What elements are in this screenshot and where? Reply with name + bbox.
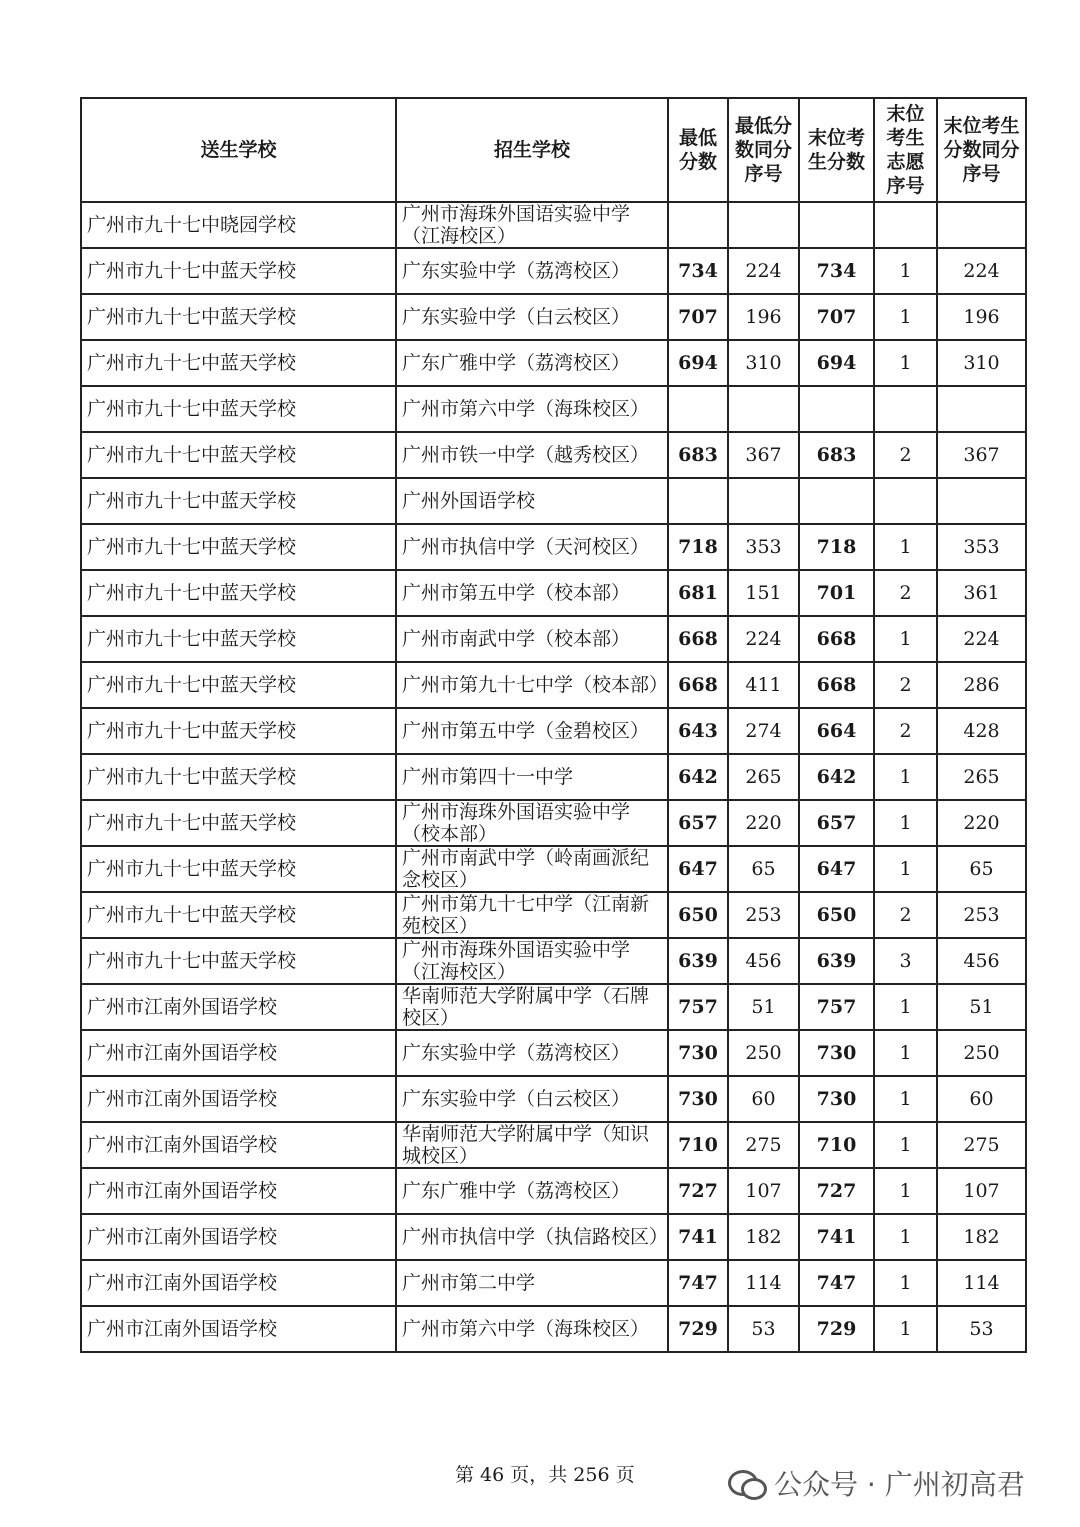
cell-min-score: 639 xyxy=(668,938,728,984)
cell-sending-school: 广州市九十七中蓝天学校 xyxy=(81,432,396,478)
table-row xyxy=(81,892,1026,938)
cell-min-score: 668 xyxy=(668,616,728,662)
cell-min-score: 650 xyxy=(668,892,728,938)
cell-min-score: 734 xyxy=(668,248,728,294)
cell-last-score: 734 xyxy=(799,248,874,294)
cell-sending-school: 广州市九十七中蓝天学校 xyxy=(81,846,396,892)
cell-last-score: 657 xyxy=(799,800,874,846)
table-row xyxy=(81,754,1026,800)
cell-sending-school: 广州市九十七中蓝天学校 xyxy=(81,478,396,524)
cell-admitting-school: 广州市第二中学 xyxy=(396,1260,668,1306)
cell-last-score-rank: 107 xyxy=(937,1168,1026,1214)
cell-min-score-rank: 151 xyxy=(728,570,799,616)
cell-admitting-school: 广东实验中学（白云校区） xyxy=(396,1076,668,1122)
cell-last-score: 707 xyxy=(799,294,874,340)
cell-last-score: 639 xyxy=(799,938,874,984)
cell-min-score-rank: 220 xyxy=(728,800,799,846)
cell-sending-school: 广州市九十七中蓝天学校 xyxy=(81,616,396,662)
table-row xyxy=(81,570,1026,616)
table-row xyxy=(81,432,1026,478)
cell-admitting-school: 广州市南武中学（校本部） xyxy=(396,616,668,662)
cell-last-score-rank: 60 xyxy=(937,1076,1026,1122)
cell-last-choice-no: 1 xyxy=(874,616,937,662)
cell-sending-school: 广州市江南外国语学校 xyxy=(81,984,396,1030)
cell-last-choice-no xyxy=(874,386,937,432)
cell-last-choice-no: 1 xyxy=(874,1306,937,1352)
cell-last-score-rank: 182 xyxy=(937,1214,1026,1260)
cell-min-score-rank: 224 xyxy=(728,248,799,294)
cell-admitting-school: 广州市第六中学（海珠校区） xyxy=(396,1306,668,1352)
cell-sending-school: 广州市九十七中蓝天学校 xyxy=(81,892,396,938)
cell-min-score-rank: 65 xyxy=(728,846,799,892)
table-row xyxy=(81,1030,1026,1076)
cell-sending-school: 广州市江南外国语学校 xyxy=(81,1076,396,1122)
table-row xyxy=(81,340,1026,386)
cell-last-score-rank xyxy=(937,202,1026,248)
cell-min-score-rank: 53 xyxy=(728,1306,799,1352)
cell-last-choice-no: 1 xyxy=(874,1168,937,1214)
table-row xyxy=(81,202,1026,248)
cell-last-choice-no: 2 xyxy=(874,892,937,938)
table-row xyxy=(81,1122,1026,1168)
cell-admitting-school: 广州市执信中学（天河校区） xyxy=(396,524,668,570)
table-row xyxy=(81,846,1026,892)
cell-admitting-school: 广东实验中学（荔湾校区） xyxy=(396,248,668,294)
cell-last-score-rank: 65 xyxy=(937,846,1026,892)
cell-min-score: 710 xyxy=(668,1122,728,1168)
cell-sending-school: 广州市九十七中蓝天学校 xyxy=(81,386,396,432)
cell-min-score: 657 xyxy=(668,800,728,846)
cell-last-score-rank: 53 xyxy=(937,1306,1026,1352)
cell-last-choice-no: 1 xyxy=(874,340,937,386)
cell-admitting-school: 广州市海珠外国语实验中学（校本部） xyxy=(396,800,668,846)
cell-min-score xyxy=(668,386,728,432)
cell-sending-school: 广州市江南外国语学校 xyxy=(81,1030,396,1076)
cell-sending-school: 广州市江南外国语学校 xyxy=(81,1260,396,1306)
cell-admitting-school: 广州市海珠外国语实验中学（江海校区） xyxy=(396,938,668,984)
cell-min-score: 642 xyxy=(668,754,728,800)
cell-last-score-rank: 275 xyxy=(937,1122,1026,1168)
table-row xyxy=(81,1076,1026,1122)
table-row xyxy=(81,1306,1026,1352)
table-row xyxy=(81,386,1026,432)
cell-min-score: 730 xyxy=(668,1030,728,1076)
table-row xyxy=(81,478,1026,524)
table-row xyxy=(81,984,1026,1030)
cell-last-score-rank: 428 xyxy=(937,708,1026,754)
cell-last-score-rank: 353 xyxy=(937,524,1026,570)
cell-min-score-rank: 275 xyxy=(728,1122,799,1168)
cell-last-score: 757 xyxy=(799,984,874,1030)
watermark-text: 公众号 · 广州初高君 xyxy=(774,1468,1025,1501)
cell-admitting-school: 广东广雅中学（荔湾校区） xyxy=(396,340,668,386)
cell-min-score-rank: 250 xyxy=(728,1030,799,1076)
cell-last-score: 730 xyxy=(799,1076,874,1122)
cell-min-score xyxy=(668,202,728,248)
cell-min-score-rank: 114 xyxy=(728,1260,799,1306)
table-row xyxy=(81,800,1026,846)
cell-last-score-rank: 220 xyxy=(937,800,1026,846)
cell-sending-school: 广州市江南外国语学校 xyxy=(81,1306,396,1352)
cell-admitting-school: 广州市执信中学（执信路校区） xyxy=(396,1214,668,1260)
cell-sending-school: 广州市九十七中蓝天学校 xyxy=(81,800,396,846)
cell-min-score-rank: 411 xyxy=(728,662,799,708)
cell-admitting-school: 广州市第五中学（金碧校区） xyxy=(396,708,668,754)
header-last-score-rank: 末位考生 分数同分 序号 xyxy=(937,98,1026,202)
cell-last-score-rank xyxy=(937,478,1026,524)
cell-last-score: 718 xyxy=(799,524,874,570)
cell-last-choice-no xyxy=(874,478,937,524)
cell-last-score: 664 xyxy=(799,708,874,754)
cell-sending-school: 广州市九十七中蓝天学校 xyxy=(81,754,396,800)
cell-last-choice-no: 2 xyxy=(874,432,937,478)
cell-admitting-school: 华南师范大学附属中学（知识城校区） xyxy=(396,1122,668,1168)
cell-last-choice-no: 1 xyxy=(874,1030,937,1076)
cell-last-score: 647 xyxy=(799,846,874,892)
cell-min-score: 707 xyxy=(668,294,728,340)
cell-last-score-rank: 310 xyxy=(937,340,1026,386)
cell-last-score-rank: 114 xyxy=(937,1260,1026,1306)
admission-score-table xyxy=(80,97,1027,1353)
cell-last-score: 741 xyxy=(799,1214,874,1260)
cell-admitting-school: 广东实验中学（白云校区） xyxy=(396,294,668,340)
cell-admitting-school: 广东广雅中学（荔湾校区） xyxy=(396,1168,668,1214)
cell-last-score-rank xyxy=(937,386,1026,432)
table-row xyxy=(81,294,1026,340)
cell-last-score-rank: 196 xyxy=(937,294,1026,340)
wechat-icon xyxy=(728,1468,766,1498)
cell-min-score: 718 xyxy=(668,524,728,570)
cell-last-choice-no: 2 xyxy=(874,708,937,754)
table-row xyxy=(81,1168,1026,1214)
cell-last-score xyxy=(799,478,874,524)
cell-min-score-rank: 224 xyxy=(728,616,799,662)
cell-sending-school: 广州市九十七中蓝天学校 xyxy=(81,524,396,570)
table-row xyxy=(81,616,1026,662)
cell-min-score-rank: 265 xyxy=(728,754,799,800)
cell-min-score-rank xyxy=(728,202,799,248)
cell-min-score-rank: 310 xyxy=(728,340,799,386)
table-row xyxy=(81,662,1026,708)
cell-last-choice-no: 1 xyxy=(874,294,937,340)
cell-last-score-rank: 456 xyxy=(937,938,1026,984)
cell-last-score: 650 xyxy=(799,892,874,938)
cell-sending-school: 广州市九十七中蓝天学校 xyxy=(81,708,396,754)
cell-last-score: 701 xyxy=(799,570,874,616)
cell-last-score: 729 xyxy=(799,1306,874,1352)
cell-last-score xyxy=(799,202,874,248)
cell-min-score-rank: 196 xyxy=(728,294,799,340)
header-sending-school: 送生学校 xyxy=(81,98,396,202)
cell-last-choice-no: 1 xyxy=(874,1122,937,1168)
cell-last-score-rank: 286 xyxy=(937,662,1026,708)
cell-min-score: 643 xyxy=(668,708,728,754)
cell-sending-school: 广州市九十七中蓝天学校 xyxy=(81,662,396,708)
cell-sending-school: 广州市九十七中蓝天学校 xyxy=(81,938,396,984)
table-row xyxy=(81,708,1026,754)
cell-last-choice-no: 2 xyxy=(874,662,937,708)
cell-last-choice-no: 1 xyxy=(874,846,937,892)
cell-min-score-rank: 274 xyxy=(728,708,799,754)
cell-min-score: 647 xyxy=(668,846,728,892)
cell-min-score-rank: 60 xyxy=(728,1076,799,1122)
cell-min-score: 681 xyxy=(668,570,728,616)
cell-sending-school: 广州市江南外国语学校 xyxy=(81,1168,396,1214)
table-row xyxy=(81,938,1026,984)
cell-last-choice-no: 2 xyxy=(874,570,937,616)
cell-min-score: 729 xyxy=(668,1306,728,1352)
table-body xyxy=(81,202,1026,1352)
cell-last-score-rank: 224 xyxy=(937,616,1026,662)
cell-last-score-rank: 51 xyxy=(937,984,1026,1030)
cell-min-score: 730 xyxy=(668,1076,728,1122)
cell-min-score: 694 xyxy=(668,340,728,386)
cell-admitting-school: 广州市第四十一中学 xyxy=(396,754,668,800)
header-min-score-rank: 最低分 数同分 序号 xyxy=(728,98,799,202)
cell-last-choice-no xyxy=(874,202,937,248)
cell-last-choice-no: 1 xyxy=(874,1076,937,1122)
cell-last-choice-no: 1 xyxy=(874,1260,937,1306)
cell-min-score-rank: 182 xyxy=(728,1214,799,1260)
cell-admitting-school: 华南师范大学附属中学（石牌校区） xyxy=(396,984,668,1030)
cell-last-score: 730 xyxy=(799,1030,874,1076)
cell-last-choice-no: 1 xyxy=(874,1214,937,1260)
header-last-choice-no: 末位 考生 志愿 序号 xyxy=(874,98,937,202)
cell-min-score-rank: 253 xyxy=(728,892,799,938)
cell-last-score: 668 xyxy=(799,662,874,708)
cell-sending-school: 广州市九十七中蓝天学校 xyxy=(81,294,396,340)
cell-last-score: 668 xyxy=(799,616,874,662)
cell-admitting-school: 广州市铁一中学（越秀校区） xyxy=(396,432,668,478)
cell-min-score-rank: 456 xyxy=(728,938,799,984)
table-row xyxy=(81,524,1026,570)
cell-last-choice-no: 1 xyxy=(874,800,937,846)
cell-min-score-rank: 51 xyxy=(728,984,799,1030)
cell-last-score: 683 xyxy=(799,432,874,478)
table-header-row xyxy=(81,98,1026,202)
cell-min-score xyxy=(668,478,728,524)
cell-last-score xyxy=(799,386,874,432)
cell-min-score-rank: 367 xyxy=(728,432,799,478)
cell-admitting-school: 广州市第九十七中学（江南新苑校区） xyxy=(396,892,668,938)
cell-admitting-school: 广东实验中学（荔湾校区） xyxy=(396,1030,668,1076)
header-min-score: 最低 分数 xyxy=(668,98,728,202)
cell-last-score-rank: 265 xyxy=(937,754,1026,800)
cell-last-score-rank: 250 xyxy=(937,1030,1026,1076)
header-admitting-school: 招生学校 xyxy=(396,98,668,202)
cell-last-choice-no: 1 xyxy=(874,754,937,800)
watermark xyxy=(728,1463,1025,1503)
cell-last-score: 642 xyxy=(799,754,874,800)
cell-admitting-school: 广州市海珠外国语实验中学（江海校区） xyxy=(396,202,668,248)
cell-sending-school: 广州市九十七中蓝天学校 xyxy=(81,340,396,386)
cell-min-score: 747 xyxy=(668,1260,728,1306)
cell-min-score-rank: 353 xyxy=(728,524,799,570)
cell-admitting-school: 广州外国语学校 xyxy=(396,478,668,524)
cell-min-score-rank: 107 xyxy=(728,1168,799,1214)
cell-min-score-rank xyxy=(728,478,799,524)
cell-admitting-school: 广州市第九十七中学（校本部） xyxy=(396,662,668,708)
cell-min-score: 757 xyxy=(668,984,728,1030)
cell-last-score-rank: 367 xyxy=(937,432,1026,478)
cell-last-score-rank: 224 xyxy=(937,248,1026,294)
cell-sending-school: 广州市九十七中蓝天学校 xyxy=(81,248,396,294)
cell-last-score: 710 xyxy=(799,1122,874,1168)
table-row xyxy=(81,1214,1026,1260)
cell-last-score-rank: 253 xyxy=(937,892,1026,938)
cell-min-score: 727 xyxy=(668,1168,728,1214)
cell-admitting-school: 广州市第五中学（校本部） xyxy=(396,570,668,616)
cell-sending-school: 广州市九十七中晓园学校 xyxy=(81,202,396,248)
cell-last-choice-no: 1 xyxy=(874,524,937,570)
cell-min-score-rank xyxy=(728,386,799,432)
cell-min-score: 668 xyxy=(668,662,728,708)
table-row xyxy=(81,248,1026,294)
cell-sending-school: 广州市江南外国语学校 xyxy=(81,1214,396,1260)
cell-admitting-school: 广州市南武中学（岭南画派纪念校区） xyxy=(396,846,668,892)
cell-last-choice-no: 3 xyxy=(874,938,937,984)
cell-last-choice-no: 1 xyxy=(874,984,937,1030)
page-number-footer: 第 46 页，共 256 页 xyxy=(455,1464,635,1486)
cell-sending-school: 广州市九十七中蓝天学校 xyxy=(81,570,396,616)
cell-last-choice-no: 1 xyxy=(874,248,937,294)
cell-last-score: 747 xyxy=(799,1260,874,1306)
table-row xyxy=(81,1260,1026,1306)
cell-sending-school: 广州市江南外国语学校 xyxy=(81,1122,396,1168)
cell-last-score-rank: 361 xyxy=(937,570,1026,616)
header-last-score: 末位考 生分数 xyxy=(799,98,874,202)
cell-last-score: 694 xyxy=(799,340,874,386)
cell-admitting-school: 广州市第六中学（海珠校区） xyxy=(396,386,668,432)
cell-min-score: 741 xyxy=(668,1214,728,1260)
cell-min-score: 683 xyxy=(668,432,728,478)
cell-last-score: 727 xyxy=(799,1168,874,1214)
